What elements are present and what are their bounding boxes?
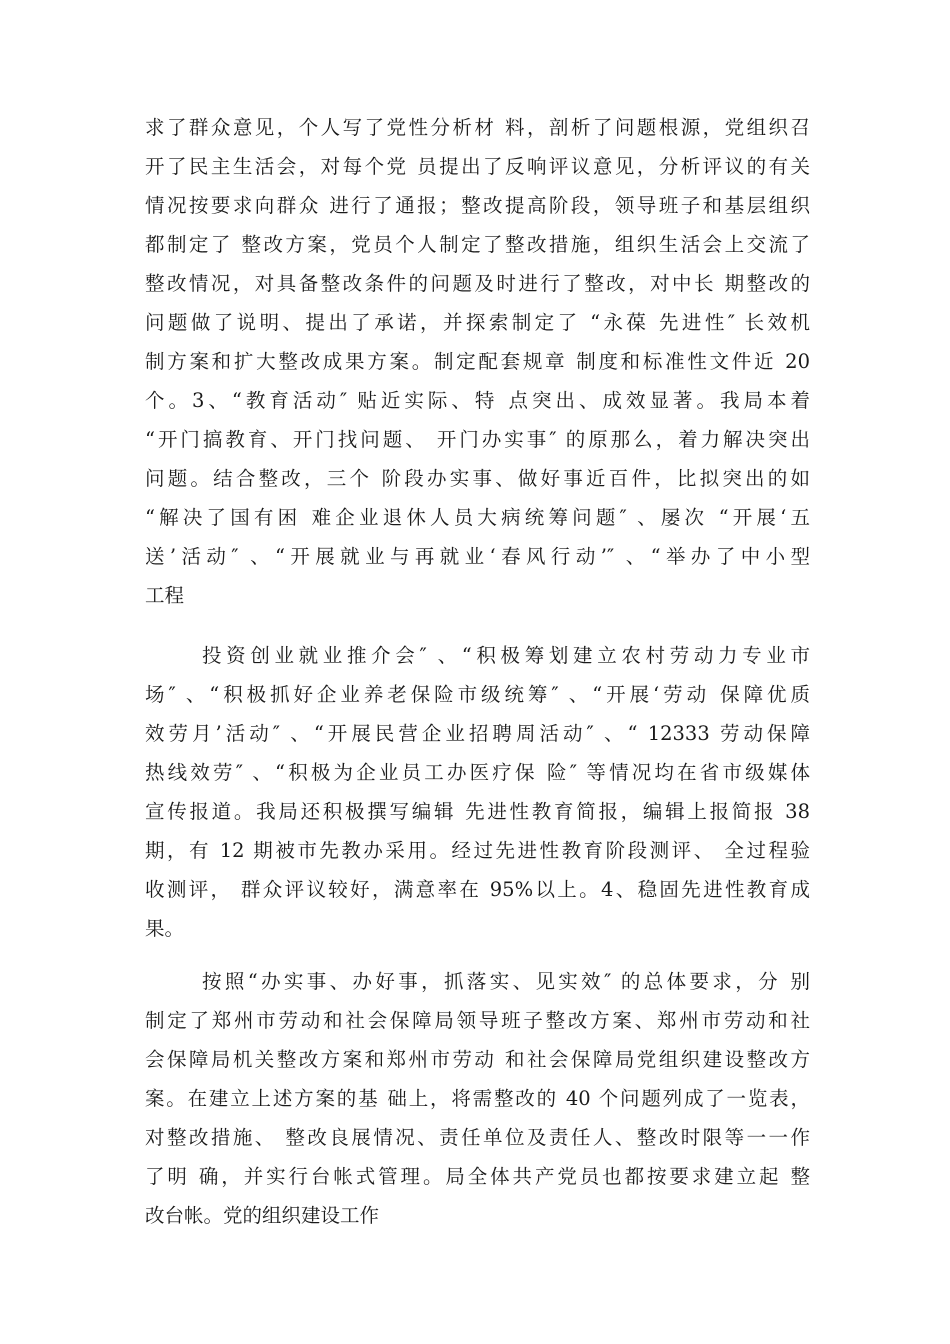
text-line: 效劳月’活动″ 、“开展民营企业招聘周活动″ 、“ 12333 劳动保障 [145,722,810,745]
text-line: 个。3、“教育活动″ 贴近实际、特 点突出、成效显著。我局本着 [145,389,810,412]
text-line: 会保障局机关整改方案和郑州市劳动 和社会保障局党组织建设整改方 [145,1048,810,1071]
text-line: 问题。结合整改，三个 阶段办实事、做好事近百件，比拟突出的如 [145,467,810,490]
text-line: 求了群众意见，个人写了党性分析材 料，剖析了问题根源，党组织召 [145,116,810,139]
text-line: 对整改措施、 整改良展情况、责任单位及责任人、整改时限等一一作 [145,1126,810,1149]
text-line: 期，有 12 期被市先教办采用。经过先进性教育阶段测评、 全过程验 [145,839,810,862]
paragraph-3 [145,962,810,1235]
text-line: “开门搞教育、开门找问题、 开门办实事″ 的原那么，着力解决突出 [145,428,810,451]
text-line: 收测评， 群众评议较好，满意率在 95%以上。4、稳固先进性教育成 [145,878,810,901]
paragraph-2 [145,636,810,948]
paragraph-1 [145,108,810,615]
text-line: 送’活动″ 、“开展就业与再就业‘春风行动’″ 、“举办了中小型 [145,545,810,568]
text-line: 按照“办实事、办好事，抓落实、见实效″ 的总体要求，分 别 [202,970,810,993]
text-line: 情况按要求向群众 进行了通报；整改提高阶段，领导班子和基层组织 [145,194,810,217]
text-line: 制方案和扩大整改成果方案。制定配套规章 制度和标准性文件近 20 [145,350,810,373]
text-line: 开了民主生活会，对每个党 员提出了反响评议意见，分析评议的有关 [145,155,810,178]
text-line: 整改情况，对具备整改条件的问题及时进行了整改，对中长 期整改的 [145,272,810,295]
text-line: 都制定了 整改方案，党员个人制定了整改措施，组织生活会上交流了 [145,233,810,256]
text-line: 改台帐。党的组织建设工作 [145,1204,380,1227]
text-line: 案。在建立上述方案的基 础上，将需整改的 40 个问题列成了一览表， [145,1087,810,1110]
text-line: 问题做了说明、提出了承诺，并探索制定了 “永葆 先进性″ 长效机 [145,311,810,334]
text-line: “解决了国有困 难企业退休人员大病统筹问题″ 、屡次 “开展‘五 [145,506,810,529]
text-line: 投资创业就业推介会″ 、“积极筹划建立农村劳动力专业市 [202,644,810,667]
text-line: 果。 [145,917,185,940]
text-line: 了明 确，并实行台帐式管理。局全体共产党员也都按要求建立起 整 [145,1165,810,1188]
text-line: 宣传报道。我局还积极撰写编辑 先进性教育简报，编辑上报简报 38 [145,800,810,823]
text-line: 热线效劳″ 、“积极为企业员工办医疗保 险″ 等情况均在省市级媒体 [145,761,810,784]
text-line: 工程 [145,584,185,607]
text-line: 场″ 、“积极抓好企业养老保险市级统筹″ 、“开展‘劳动 保障优质 [145,683,810,706]
text-line: 制定了郑州市劳动和社会保障局领导班子整改方案、郑州市劳动和社 [145,1009,810,1032]
